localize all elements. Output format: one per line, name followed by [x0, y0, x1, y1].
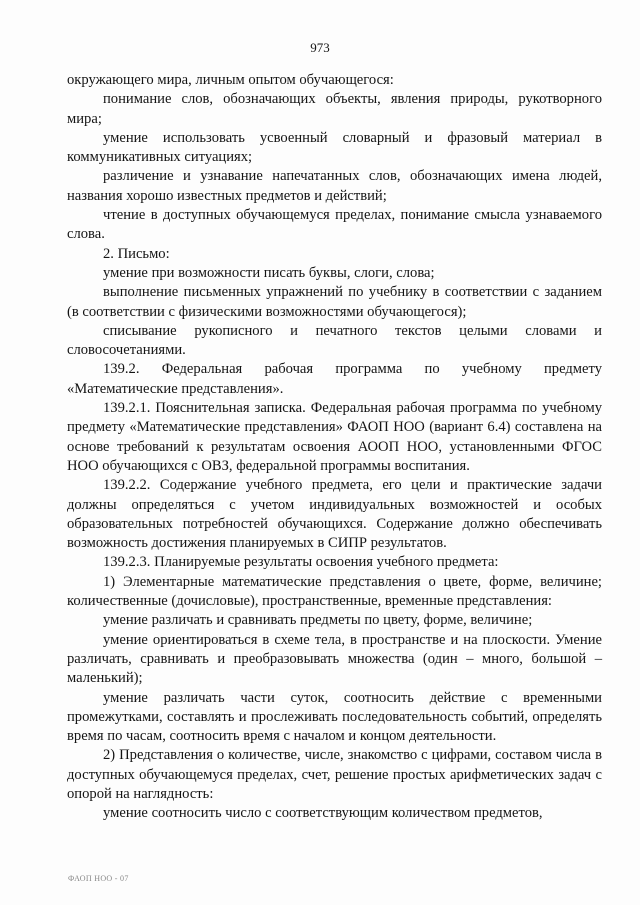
paragraph: списывание рукописного и печатного текстов целыми словами и словосочетаниями.: [67, 322, 602, 359]
page-number: 973: [310, 40, 330, 55]
document-body: [67, 71, 602, 824]
paragraph: 2) Представления о количестве, числе, знакомство с цифрами, составом числа в доступных обучающемуся пределах, счет, решение простых арифметических задач с опорой на наглядность:: [67, 747, 602, 802]
paragraph: понимание слов, обозначающих объекты, явления природы, рукотворного мира;: [67, 91, 602, 127]
paragraph: 1) Элементарные математические представления о цвете, форме, величине; количественные (дочисловые), пространственные, временные представления:: [67, 573, 602, 610]
page-footer: ФАОП НОО - 07: [68, 874, 129, 883]
paragraph: окружающего мира, личным опытом обучающегося:: [67, 72, 394, 88]
paragraph: 139.2.1. Пояснительная записка. Федеральная рабочая программа по учебному предмету «Математические представления» ФАОП НОО (вариант 6.4) составлена на основе требований к результатам освоения АООП НОО, установленными ФГОС НОО обучающихся с ОВЗ, федеральной программы воспитания.: [67, 400, 602, 474]
paragraph: чтение в доступных обучающемуся пределах, понимание смысла узнаваемого слова.: [67, 207, 602, 243]
paragraph: выполнение письменных упражнений по учебнику в соответствии с заданием (в соответствии с физическими возможностями обучающегося);: [67, 284, 602, 320]
paragraph: умение различать и сравнивать предметы по цвету, форме, величине;: [103, 612, 533, 629]
section-heading: 2. Письмо:: [103, 245, 170, 262]
paragraph: различение и узнавание напечатанных слов, обозначающих имена людей, названия хорошо известных предметов и действий;: [67, 168, 602, 204]
paragraph: 139.2.3. Планируемые результаты освоения учебного предмета:: [103, 554, 499, 571]
paragraph: умение соотносить число с соответствующим количеством предметов,: [103, 805, 543, 822]
paragraph: умение различать части суток, соотносить действие с временными промежутками, составлять и прослеживать последовательность событий, определять время по часам, соотносить время с началом и концом деятельности.: [67, 689, 602, 745]
paragraph: умение при возможности писать буквы, слоги, слова;: [103, 264, 435, 281]
section-heading: 139.2. Федеральная рабочая программа по учебному предмету «Математические представления».: [67, 361, 602, 397]
paragraph: умение использовать усвоенный словарный и фразовый материал в коммуникативных ситуациях;: [67, 129, 602, 166]
paragraph: умение ориентироваться в схеме тела, в пространстве и на плоскости. Умение различать, сравнивать и преобразовывать множества (один – много, большой – маленький);: [67, 631, 602, 687]
paragraph: 139.2.2. Содержание учебного предмета, его цели и практические задачи должны определяться с учетом индивидуальных возможностей и особых образовательных потребностей обучающихся. Содержание должно обеспечивать возможность достижения планируемых в СИПР результатов.: [67, 477, 602, 552]
